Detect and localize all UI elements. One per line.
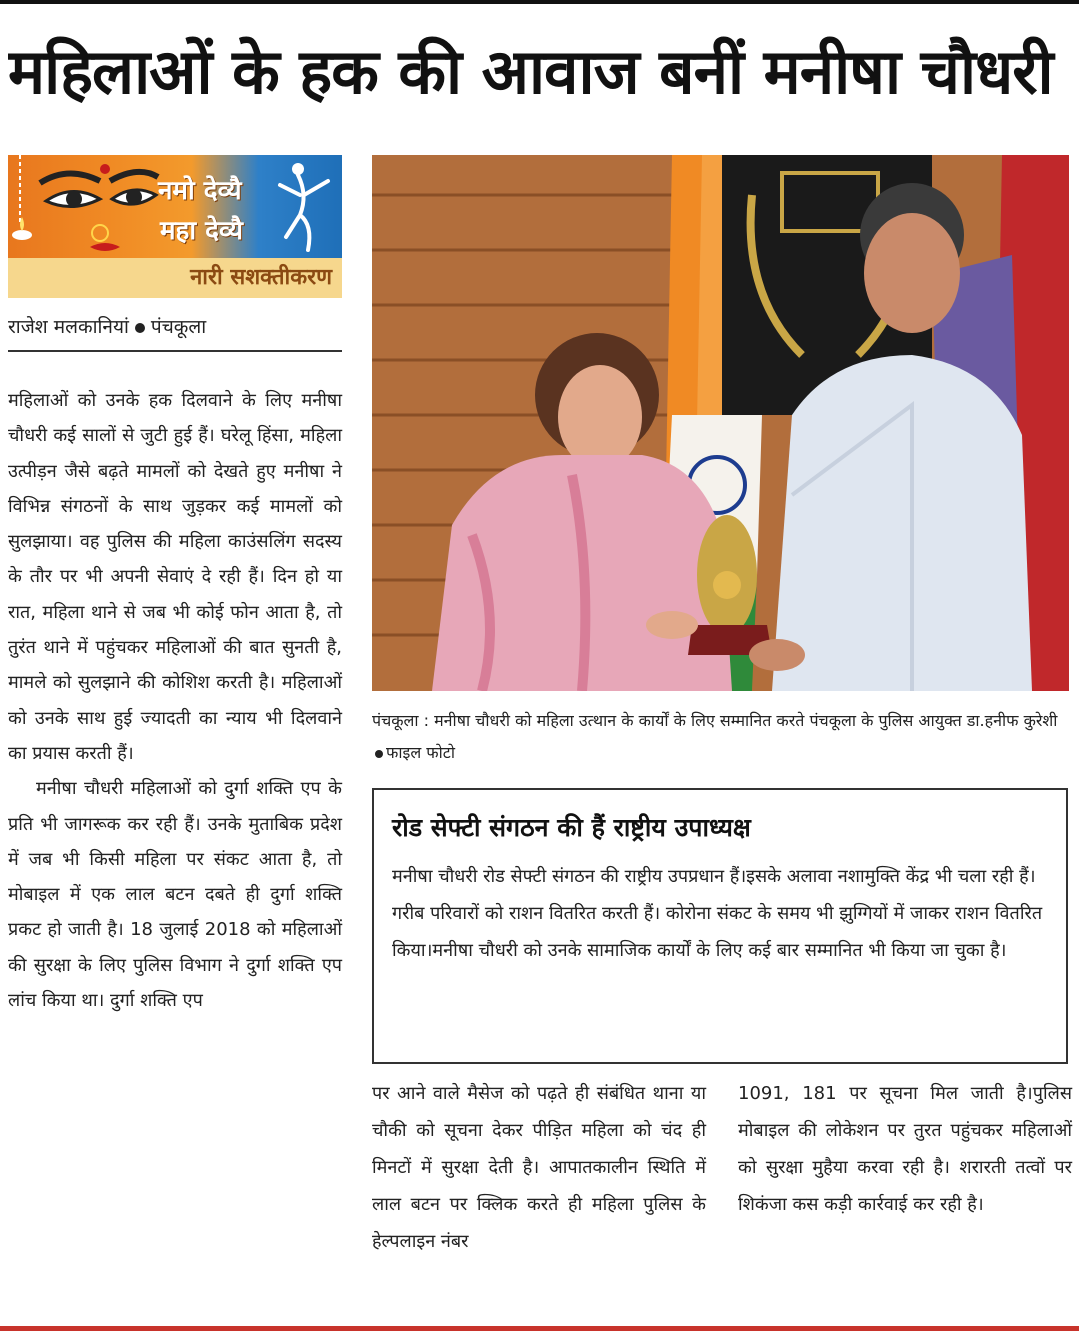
headline: महिलाओं के हक की आवाज बनीं मनीषा चौधरी: [8, 35, 1053, 108]
article-column-2: [372, 1075, 706, 1260]
series-logo: [8, 155, 342, 298]
article-column-1: [8, 383, 342, 1018]
paragraph: महिलाओं को उनके हक दिलवाने के लिए मनीषा चौधरी कई सालों से जुटी हुई हैं। घरेलू हिंसा, महिला उत्पीड़न जैसे बढ़ते मामलों को देखते हुए मनीषा ने विभिन्न संगठनों के साथ जुड़कर कई मामलों को सुलझाया। वह पुलिस की महिला काउंसलिंग सदस्य के तौर पर भी अपनी सेवाएं दे रही हैं। दिन हो या रात, महिला थाने से जब भी कोई फोन आता है, तो तुरंत थाने में पहुंचकर महिलाओं की बात सुनती है, मामले को सुलझाने की कोशिश करती है। महिलाओं को उनके साथ हुई ज्यादती का न्याय भी दिलवाने का प्रयास करती हैं।: [8, 390, 342, 764]
news-photo: [372, 155, 1069, 691]
byline-author: राजेश मलकानियां: [8, 316, 129, 338]
paragraph: मनीषा चौधरी महिलाओं को दुर्गा शक्ति एप के प्रति भी जागरूक कर रही हैं। उनके मुताबिक प्रदेश में जब भी किसी महिला पर संकट आता है, तो मोबाइल में एक लाल बटन दबते ही दुर्गा शक्ति प्रकट हो जाती है। 18 जुलाई 2018 को महिलाओं की सुरक्षा के लिए पुलिस विभाग ने दुर्गा शक्ति एप लांच किया था। दुर्गा शक्ति एप: [8, 778, 342, 1012]
award-ceremony-photo: [372, 155, 1069, 691]
byline-place: पंचकूला: [150, 316, 207, 338]
caption-text: मनीषा चौधरी को महिला उत्थान के कार्यों के लिए सम्मानित करते पंचकूला के पुलिस आयुक्त डा.हनीफ कुरेशी: [434, 711, 1058, 730]
bullet-icon: [135, 323, 145, 333]
logo-subtitle: नारी सशक्तीकरण: [190, 265, 332, 290]
byline: [8, 312, 206, 342]
top-rule: [0, 0, 1079, 4]
paragraph: पर आने वाले मैसेज को पढ़ते ही संबंधित थाना या चौकी को सूचना देकर पीड़ित महिला को चंद ही मिनटों में सुरक्षा देती है। आपातकालीन स्थिति में लाल बटन पर क्लिक करते ही महिला पुलिस के हेल्पलाइन नंबर: [372, 1083, 706, 1252]
logo-line-1: नमो देव्यै: [158, 176, 242, 206]
logo-subtitle-band: [8, 258, 342, 298]
info-box-title: रोड सेफ्टी संगठन की हैं राष्ट्रीय उपाध्यक्ष: [392, 813, 751, 842]
article-column-3: [738, 1075, 1072, 1223]
caption-credit: फाइल फोटो: [386, 743, 455, 762]
caption-place: पंचकूला :: [372, 711, 430, 730]
photo-caption: [372, 705, 1069, 769]
bullet-icon: [375, 750, 383, 758]
info-box: [372, 788, 1068, 1064]
bottom-rule: [0, 1326, 1079, 1331]
info-box-body: मनीषा चौधरी रोड सेफ्टी संगठन की राष्ट्रीय उपप्रधान हैं।इसके अलावा नशामुक्ति केंद्र भी चला रही हैं।गरीब परिवारों को राशन वितरित करती हैं। कोरोना संकट के समय भी झुग्गियों में जाकर राशन वितरित किया।मनीषा चौधरी को उनके सामाजिक कार्यों के लिए कई बार सम्मानित भी किया जा चुका है।: [392, 866, 1043, 961]
byline-rule: [8, 350, 342, 352]
paragraph: 1091, 181 पर सूचना मिल जाती है।पुलिस मोबाइल की लोकेशन पर तुरत पहुंचकर महिलाओं को सुरक्षा मुहैया करवा रही है। शरारती तत्वों पर शिकंजा कस कड़ी कार्रवाई कर रही है।: [738, 1083, 1072, 1215]
logo-line-2: महा देव्यै: [160, 216, 243, 246]
